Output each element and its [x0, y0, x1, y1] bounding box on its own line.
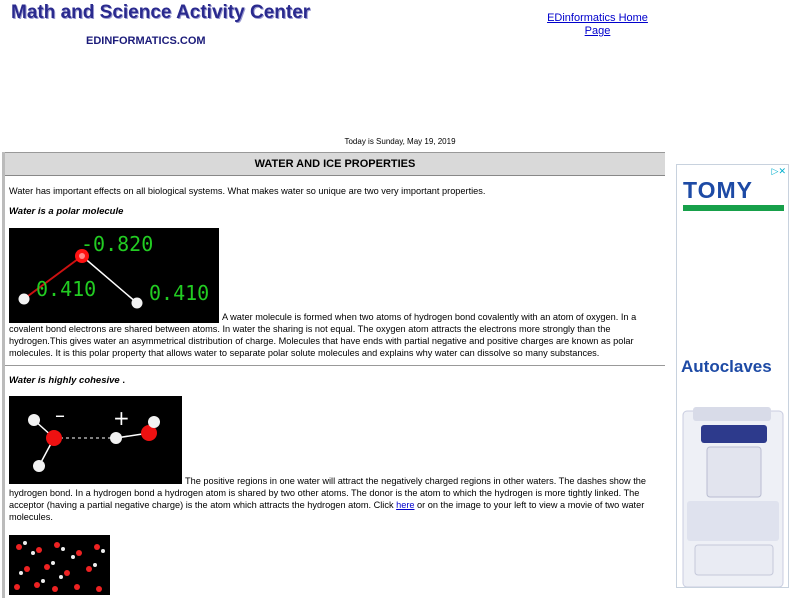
oxygen-charge-label: -0.820 [81, 232, 154, 256]
hydrogen-left-charge-label: 0.410 [36, 277, 97, 301]
autoclave-product-image [677, 401, 789, 588]
polar-paragraph: A water molecule is formed when two atoms of hydrogen bond covalently with an atom of oxygen. In a covalent bond electrons are shared between atoms. In water the sharing is not equal. The oxygen atom attracts the electrons more strongly than the hydrogen.This gives water an asymmetrical distribution of charge. Molecules that have ends with partial negative and positive charges are known as polar molecules. It is this polar property that allows water to separate polar solute molecules and explains why water can dissolve so many substances. [9, 312, 637, 358]
advertisement[interactable] [676, 164, 789, 588]
ad-brand-bar [683, 205, 784, 211]
cohesive-heading-suffix: . [119, 375, 125, 386]
ad-headline: Autoclaves [681, 357, 772, 376]
article-body [5, 185, 665, 595]
main-content [5, 152, 665, 599]
hydrogen-atom-left [19, 294, 30, 305]
minus-sign: – [55, 403, 65, 427]
section-divider [5, 365, 665, 366]
movie-here-link[interactable]: here [396, 500, 415, 510]
polar-section [9, 228, 661, 359]
hydrogen-right-charge-label: 0.410 [149, 281, 210, 305]
hydrogen-atom-b2 [148, 416, 160, 428]
site-title: Math and Science Activity Center [11, 2, 311, 23]
intro-paragraph: Water has important effects on all biological systems. What makes water so unique are two very important properties. [9, 186, 486, 196]
article-title: WATER AND ICE PROPERTIES [5, 153, 665, 176]
polar-molecule-image[interactable] [9, 228, 219, 323]
cohesive-text-before: The positive regions in one water will attract the negatively charged regions in other waters. The dashes show the hydrogen bond. In a hydrogen bond a hydrogen atom is shared by two other atoms. The donor is the atom to which the hydrogen is more tightly linked. The acceptor (having a partial negative charge) is the atom which attracts the hydrogen atom. Click [9, 476, 646, 510]
plus-sign: + [113, 406, 130, 430]
cohesive-molecules-image[interactable] [9, 396, 182, 484]
hydrogen-atom-right [132, 298, 143, 309]
hydrogen-atom-b1 [110, 432, 122, 444]
cohesive-heading [9, 375, 661, 387]
polar-heading: Water is a polar molecule [9, 206, 124, 217]
ad-brand-logo: TOMY [683, 177, 754, 203]
home-page-link[interactable]: EDinformatics Home Page [547, 12, 648, 37]
today-date: Today is Sunday, May 19, 2019 [344, 137, 456, 146]
hydrogen-atom-a2 [33, 460, 45, 472]
cohesive-text-after: or on the image to your left to view a movie of two water molecules. [9, 500, 645, 522]
ice-atoms [14, 541, 105, 592]
cohesive-section [9, 396, 661, 523]
ad-choices-icon[interactable]: ▷✕ [771, 166, 786, 176]
site-subtitle: EDINFORMATICS.COM [86, 35, 206, 47]
oxygen-atom-a [46, 430, 62, 446]
hydrogen-atom-a1 [28, 414, 40, 426]
ice-lattice-image[interactable] [9, 535, 110, 595]
cohesive-heading-text: Water is highly cohesive [9, 375, 120, 386]
